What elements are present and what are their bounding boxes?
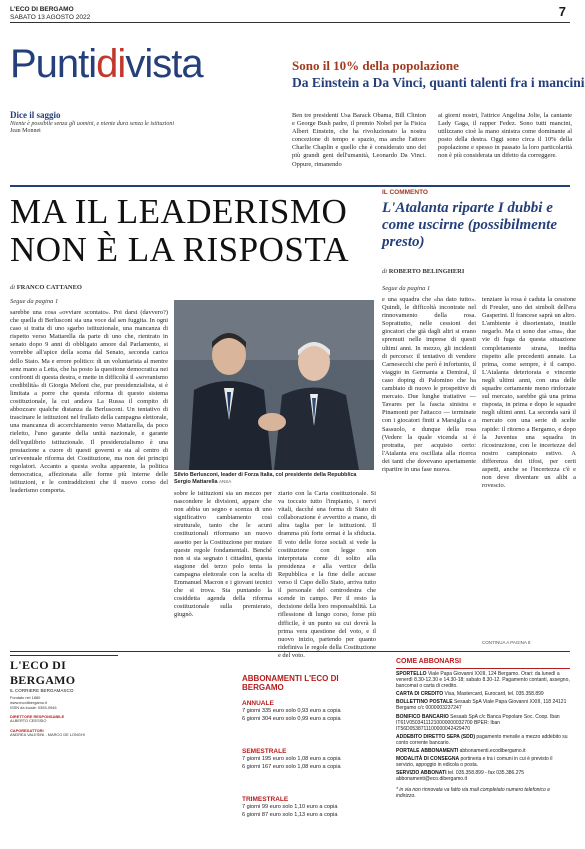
director-label: DIRETTORE RESPONSABILE — [10, 714, 65, 720]
how-to-item-label: BONIFICO BANCARIO — [396, 713, 449, 720]
photo-credit: ANSA — [218, 478, 232, 484]
how-to-item-label: MODALITÀ DI CONSEGNA — [396, 756, 460, 763]
section-title-part1: Punti — [10, 42, 97, 86]
section-title — [10, 44, 203, 84]
deputy-label: CAPOREDATTORI — [10, 728, 44, 734]
commento-continues: Segue da pagina 1 — [382, 285, 431, 292]
commento-byline-prefix: di — [382, 268, 388, 275]
subscriptions-semestral — [242, 748, 388, 771]
how-to-item-text: portineria e tra i comuni in cui è previsto il servizio, appoggio in edicola o posta. — [396, 756, 553, 769]
how-to-subscribe-title: COME ABBONARSI — [396, 658, 462, 665]
left-author: FRANCO CATTANEO — [16, 284, 82, 291]
top-article-title: Da Einstein a Da Vinci, quanti talenti fra i mancini — [292, 75, 585, 90]
berlusconi-mattarella-photo — [174, 300, 374, 470]
subscriptions-quarterly — [242, 796, 388, 819]
how-to-subscribe-list — [396, 668, 570, 799]
how-to-item-label: CARTA DI CREDITO — [396, 691, 444, 698]
subscriptions-title: ABBONAMENTI L'ECO DI BERGAMO — [242, 674, 339, 692]
annual-line-2: 6 giorni 304 euro solo 0,99 euro a copia — [242, 716, 341, 723]
subscriptions-annual — [242, 700, 388, 723]
masthead-founded: Fondato nel 1880 — [10, 695, 41, 700]
quarterly-line-1: 7 giorni 99 euro solo 1,10 euro a copia — [242, 804, 338, 810]
photo-caption-text: Silvio Berlusconi, leader di Forza Italia, col presidente della Repubblica Sergio Mattarella — [174, 472, 357, 485]
section-title-part3: vista — [125, 42, 203, 86]
masthead-website[interactable]: www.ecodibergamo.it — [10, 699, 47, 705]
saggio-quote: Niente è possibile senza gli uomini, e niente dura senza le istituzioni — [10, 121, 174, 127]
headline-line2: NON È LA RISPOSTA — [10, 230, 350, 269]
footer-rule — [10, 651, 570, 652]
top-article-col1: Ben tre presidenti Usa Barack Obama, Bill Clinton e George Bush padre, il premio Nobel per la Fisica Albert Einstein, che ha rivoluzionato la nostra concezione di tempo e spazio, ma anche l'attore Charlie Chaplin e quello che è considerato uno dei più grandi geni dell'umanità, Leonardo Da Vinci. Oppure, rimanendo — [292, 112, 426, 168]
commento-continues-end: CONTINUA A PAGINA 8 — [482, 640, 531, 645]
newspaper-header — [10, 6, 90, 22]
semestral-heading: SEMESTRALE — [242, 748, 287, 755]
mid-article-col2: ziario con la Carta costituzionale. Si va toccato tutto l'impianto, i nervi vitali, dacché una forma di Stato di collaborazione è avvertito a mano, di altra taglia per le istituzioni. Il dramma più forte ormai è la sfiducia. Il voto delle forze sociali si vede la costituzione con legge non interpretata come di solito alla presidenza e alla vertice della Repubblica e la fine delle accuse verso il Capo dello Stato, arriva tutto il personale del centrodestra che scende in campo. Per il resto la decisione della loro responsabilità. La riflessione di lungo corso, forse più difficile, è un punto su cui dovrà la prima vera questione del voto, e il nuovo inizio, partendo per quanto ridefiniva le regole della Costituzione e del voto. — [278, 490, 376, 659]
footer-masthead — [10, 655, 118, 738]
commento-author: ROBERTO BELINGHERI — [388, 268, 465, 275]
main-headline — [10, 193, 370, 269]
how-to-item — [396, 734, 570, 746]
left-continues: Segue da pagina 1 — [10, 298, 59, 305]
left-byline-prefix: di — [10, 284, 16, 291]
top-article-col2: ai giorni nostri, l'attrice Angelina Jolie, la cantante Lady Gaga, il rapper Fedez. Sono tutti mancini, utilizzano cioè la mano sinistra come dominante al posto della destra. Oggi sono circa il 10% della popolazione e spesso in passato la loro particolarità non è più considerata un difetto da correggere. — [438, 112, 572, 160]
section-divider — [10, 185, 570, 187]
commento-col1: e una squadra che «ha dato tutto». Quindi, le difficoltà incontrate nel rinnovamento della rosa. Soprattutto, nelle cessioni dei giocatori che già dagli altri si erano spremuti nelle imprese di questi ultimi anni. In mezzo, gli incidenti di percorso: il tentativo di vendere Carnesecchi che però è infortunio, il viaggio in Germania a Demiral, il caso doping di Palomino che ha cambiato di nuovo le prospettive di mercato. Due lunghe trattative — Tavares per la fascia sinistra e Pinamonti per l'attacco — terminate con i giocatori finiti a Marsiglia e a Sassuolo, e dunque della rosa (Vedere la quale vicenda si è protratta, per acquisto certo: l'Atalanta era oscillata alla ricerca dei tanti che dovevano apertamente ripartire in una fase nuova. — [382, 296, 476, 473]
how-to-item — [396, 714, 570, 732]
left-byline — [10, 284, 82, 291]
commento-byline — [382, 268, 464, 275]
mid-article-col1: sobre le istituzioni sia un mezzo per nascondere le divisioni, appare che non abbia un segno e scenza di uno significativo cambiamento così strutturale, tanto che le acuni costituzionali riformano un nuovo assetto per la Costituzione per mutare queste regole fondamentali. Benché non si sia segnato i cittadini, questa stagione del terzo polo tenta la campagna elettorale con la scelta di Emmanuel Macron e i giovani tecnici che si trova. Sta puntando la cosiddetta agenda della riforma costituzionale sulla premierato, giugnò. — [174, 490, 272, 619]
how-to-item-text: tel. 035.358.899 - fax 035.386.275 abbonamenti@eco.dibergamo.it — [396, 770, 525, 783]
saggio-heading: Dice il saggio — [10, 110, 61, 120]
newspaper-name: L'ECO DI BERGAMO — [10, 6, 74, 13]
how-to-item-text: Sesaab SpA c/c Banca Popolare Soc. Coop. Iban IT61V05034111210000000032700 BPER: Iban IT56D0538711100000042429470 — [396, 713, 560, 732]
masthead-issn: ISSN da locale: 0393-0946 — [10, 704, 57, 710]
how-to-item-label: BOLLETTINO POSTALE — [396, 699, 453, 706]
how-to-note: * in via non rinnovata va fatto via mail completato numero telefonico e indirizzo. — [396, 786, 550, 799]
quarterly-line-2: 6 giorni 87 euro solo 1,13 euro a copia — [242, 812, 338, 819]
masthead-subtitle: IL CORRIERE BERGAMASCO — [10, 688, 74, 693]
director-name: ALBERTO CEESSIO — [10, 718, 47, 724]
photo-illustration — [174, 300, 374, 470]
how-to-item-link[interactable]: abbonamenti.ecodibergamo.it — [459, 748, 526, 755]
commento-col2: tenziare la rosa è caduta la cessione di Freuler, uno dei simboli dell'era Gasperini. Il francese saprà un altro. L'ambiente è disorientato, inutile negarlo. Ma ci sono due «ma», due vie di fuga da questa situazione completamente strana, inedita rispetto alle precedenti annate. La prima, come sempre, è il campo. L'Atalanta deteriorata e vincente negli ultimi anni, con una delle squadre certamente meno rinforzate sul mercato, sarebbe già una prima risposta, in prima e dopo le squadre negli ultimi anni. La seconda sarà il mercato con una serie di scelte rapide: il ritorno a Bergamo, e dopo la Juventus una squadra in ricostruzione, con le incertezze del nostro campionato estivo. A differenza dei tifosi, per certi aspetti, anche se l'incertezza c'è e non deve diventare un alibi a rovescio. — [482, 296, 576, 490]
how-to-item — [396, 748, 570, 754]
issue-date: SABATO 13 AGOSTO 2022 — [10, 14, 91, 21]
how-to-item-text: pagamento mensile a mezzo addebito su conto corrente bancario. — [396, 733, 568, 746]
saggio-author: Jean Monnet — [10, 128, 41, 134]
headline-line1: MA IL LEADERISMO — [10, 192, 348, 231]
how-to-item-label: SERVIZIO ABBONATI — [396, 770, 447, 777]
how-to-item-label: ADDEBITO DIRETTO SEPA (SDD) — [396, 733, 475, 740]
how-to-item-text: Visa, Mastercard, Eurocard, tel. 035.358.899 — [444, 691, 544, 698]
how-to-item — [396, 699, 570, 711]
commento-label: IL COMMENTO — [382, 189, 428, 196]
top-article-kicker: Sono il 10% della popolazione — [292, 58, 459, 73]
how-to-item-text: Sesaab SpA Viale Papa Giovanni XXIII, 118 24121 Bergamo c/c 0000003237247 — [396, 699, 567, 712]
left-article-col1: sarebbe una cosa «ovviare scontato». Poi darsi (davvero?) che quella di Berlusconi sia una voce dal sen fuggita. In ogni caso si tratta di uno sgarbo istituzionale, una mancanza di rispetto verso Mattarella da parte di uno che, rientrato in senato dopo 9 anni di obbligato amore dal Parlamento, si vorrebbe all'apice della scena dal Senato, seconda carica dello Stato. Ma e errore politico: di un voluntarista al mentre senz mano a Letta, che ha posto la questione democratica nei confronti di questa destra, e mette in difficoltà il «sovranismo credibilità» di Giorgia Meloni che, pur presidenzialista, si è limitata a porre che questa riforma di questo sistema costituzionale, la cui andava La Russa il compito di abbozzare qualche distanza da Berlusconi. Un tentativo di trascinare le istituzioni nel frullato della campagna elettorale, una mancanza di accerchiamento verso Mattarella, da poco rieletto, l'uno garante della unità nazionale, e garante dell'equilibrio istituzionale. Il presidenzialismo è una prestazione a cuore di questi governi e sta al centro di un'eventuale riforma dei Costituzione, ma non dei principi regolatori. Accanto a questa svolta apparente, la politica democratica, affezionata alle forme più interne delle istituzioni, e le contraddizioni che il nuovo corso del leaderismo comporta. — [10, 309, 168, 495]
semestral-line-1: 7 giorni 195 euro solo 1,08 euro a copia — [242, 756, 341, 762]
how-to-item-label: PORTALE ABBONAMENTI — [396, 748, 459, 755]
masthead-title: L'ECO DI BERGAMO — [10, 658, 76, 687]
quarterly-heading: TRIMESTRALE — [242, 796, 289, 803]
semestral-line-2: 6 giorni 167 euro solo 1,08 euro a copia — [242, 764, 341, 771]
how-to-item — [396, 691, 570, 697]
section-title-part2: di — [96, 42, 126, 86]
photo-caption — [174, 472, 374, 485]
header-rule — [10, 22, 570, 23]
how-to-item — [396, 671, 570, 689]
how-to-item — [396, 756, 570, 768]
how-to-item-label: SPORTELLO — [396, 671, 427, 677]
annual-line-1: 7 giorni 335 euro solo 0,93 euro a copia — [242, 708, 341, 714]
deputy-names: ANDREA VALESINI - MARCO DE LONGHI — [10, 732, 85, 738]
saggio-quote-block — [10, 121, 260, 135]
annual-heading: ANNUALE — [242, 700, 274, 707]
commento-subhead: L'Atalanta riparte I dubbi e come uscirne (possibilmente presto) — [382, 200, 557, 250]
how-to-item — [396, 770, 570, 782]
page-number: 7 — [558, 4, 566, 19]
how-to-item-text: Viale Papa Giovanni XXIII, 124 Bergamo. Orari: da lunedì a venerdì 8.30-12.30 e 14.30-18; sabato 8.30-12. Pagamento contanti, assegno, bancomat o carta di credito. — [396, 671, 570, 690]
